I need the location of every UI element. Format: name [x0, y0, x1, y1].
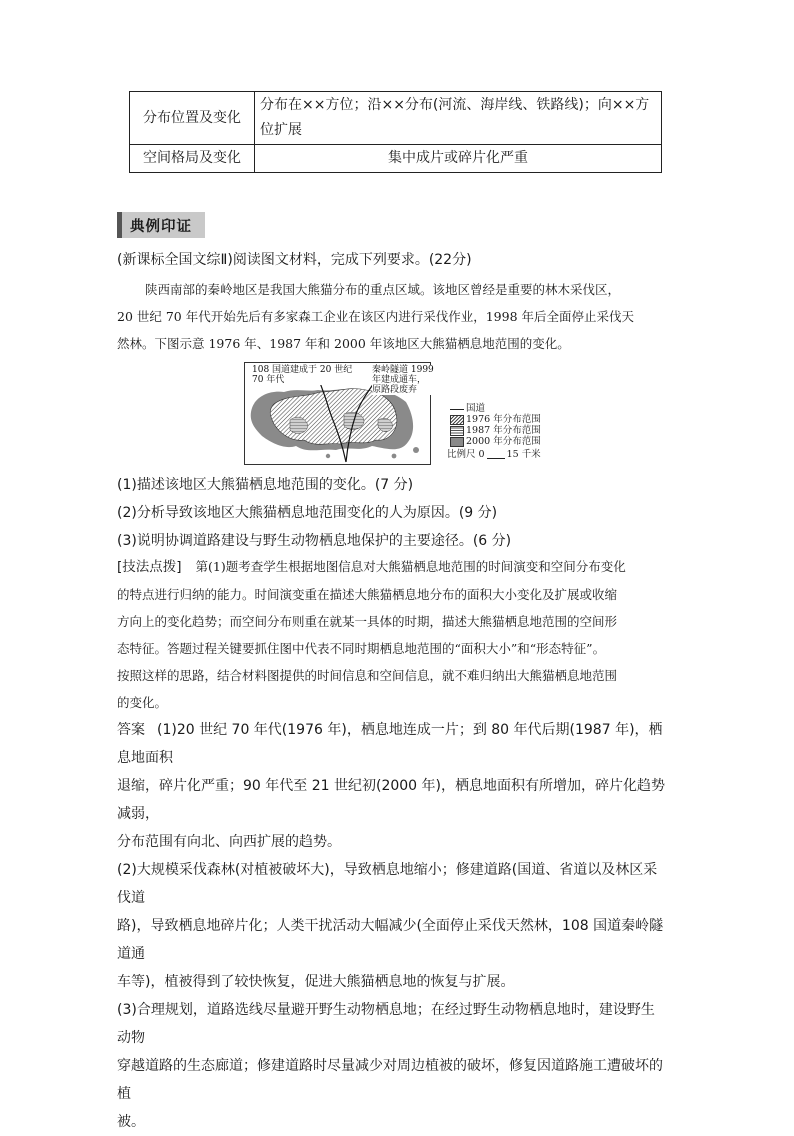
- legend-2000: [450, 437, 541, 447]
- range-2000-patch: [392, 454, 397, 459]
- table-cell-key: 分布位置及变化: [130, 92, 255, 145]
- stripe-swatch-icon: [450, 426, 464, 436]
- scale-value: 15 千米: [506, 449, 541, 460]
- answer-block: [117, 716, 665, 1136]
- questions-list: [117, 471, 665, 555]
- tip-line: 方向上的变化趋势；而空间分布则重在就某一具体的时期，描述大熊猫栖息地范围的空间形: [117, 614, 618, 629]
- section-title: 典例印证: [130, 218, 192, 235]
- range-2000-patch: [413, 447, 419, 453]
- material-line: 陕西南部的秦岭地区是我国大熊猫分布的重点区域。该地区曾经是重要的林木采伐区，: [145, 282, 621, 297]
- hatch-swatch-icon: [450, 415, 464, 425]
- map-label-line: 108 国道建成于 20 世纪: [252, 365, 353, 375]
- tip-line: [117, 553, 665, 581]
- material-line: 然林。下图示意 1976 年、1987 年和 2000 年该地区大熊猫栖息地范围的变化。: [117, 336, 570, 351]
- table-row: [130, 145, 662, 173]
- material-line: 20 世纪 70 年代开始先后有多家森工企业在该区内进行采伐作业，1998 年后全面停止采伐天: [117, 309, 635, 324]
- legend-1976: [450, 415, 541, 425]
- table-cell-key: 空间格局及变化: [130, 145, 255, 173]
- tip-label: [技法点拨]: [117, 559, 182, 575]
- section-header: [117, 212, 205, 238]
- tip-line: 的变化。: [117, 695, 168, 710]
- legend-label: 1987 年分布范围: [466, 425, 541, 436]
- gray-swatch-icon: [450, 437, 464, 447]
- scale-bar-icon: [487, 452, 505, 459]
- answer-text: (1)20 世纪 70 年代(1976 年)，栖息地连成一片；到 80 年代后期(1987 年)，栖息地面积: [117, 722, 663, 766]
- scale-zero: 0: [478, 449, 485, 460]
- material-text: [117, 276, 665, 357]
- habitat-map: [244, 362, 555, 466]
- answer-line: (3)合理规划，道路选线尽量避开野生动物栖息地；在经过野生动物栖息地时，建设野生动物: [117, 1002, 655, 1046]
- answer-line: [117, 716, 665, 772]
- section-bar: [117, 212, 122, 238]
- road-108-label: [252, 365, 352, 385]
- question-item: (2)分析导致该地区大熊猫栖息地范围变化的人为原因。(9 分): [117, 505, 498, 521]
- table-cell-value: 集中成片或碎片化严重: [255, 145, 662, 173]
- tip-line: 态特征。答题过程关键要抓住图中代表不同时期栖息地范围的“面积大小”和“形态特征”。: [117, 641, 606, 656]
- legend-road: [450, 404, 485, 414]
- map-label-line: 70 年代: [252, 375, 285, 385]
- answer-line: 退缩，碎片化严重；90 年代至 21 世纪初(2000 年)，栖息地面积有所增加，碎片化趋势减弱，: [117, 778, 665, 822]
- table-cell-value: [255, 92, 662, 145]
- question-item: (1)描述该地区大熊猫栖息地范围的变化。(7 分): [117, 477, 414, 493]
- tip-block: [117, 553, 665, 716]
- table-cell-line: 位扩展: [260, 122, 302, 138]
- table-row: [130, 92, 662, 145]
- tip-line: 的特点进行归纳的能力。时间演变重在描述大熊猫栖息地分布的面积大小变化及扩展或收缩: [117, 587, 618, 602]
- table-cell-line: 分布在××方位；沿××分布(河流、海岸线、铁路线)；向××方: [260, 97, 650, 113]
- answer-line: 车等)，植被得到了较快恢复，促进大熊猫栖息地的恢复与扩展。: [117, 974, 515, 990]
- map-label-line: 原路段废弃: [372, 385, 418, 395]
- question-intro: (新课标全国文综Ⅱ)阅读图文材料，完成下列要求。(22分): [117, 252, 472, 268]
- road-line-icon: [450, 409, 464, 410]
- legend-label: 1976 年分布范围: [466, 414, 541, 425]
- answer-line: 被。: [117, 1114, 145, 1130]
- answer-line: 路)，导致栖息地碎片化；人类干扰活动大幅减少(全面停止采伐天然林，108 国道秦岭隧道通: [117, 918, 664, 962]
- legend-label: 国道: [466, 403, 486, 414]
- map-label-line: 年建成通车，: [372, 375, 427, 385]
- tip-line: 按照这样的思路，结合材料图提供的时间信息和空间信息，就不难归纳出大熊猫栖息地范围: [117, 668, 618, 683]
- summary-table: [129, 91, 662, 173]
- legend-scale: [447, 450, 541, 460]
- answer-line: 分布范围有向北、向西扩展的趋势。: [117, 834, 341, 850]
- answer-line: 穿越道路的生态廊道；修建道路时尽量减少对周边植被的破坏，修复因道路施工遭破坏的植: [117, 1058, 663, 1102]
- legend-label: 2000 年分布范围: [466, 436, 541, 447]
- scale-label: 比例尺: [447, 449, 476, 460]
- range-2000-patch: [326, 454, 330, 458]
- tunnel-label: [372, 365, 434, 395]
- tip-text: 第(1)题考查学生根据地图信息对大熊猫栖息地范围的时间演变和空间分布变化: [195, 559, 626, 574]
- legend-1987: [450, 426, 541, 436]
- map-label-line: 秦岭隧道 1999: [372, 365, 434, 375]
- answer-label: 答案: [117, 722, 145, 738]
- question-item: (3)说明协调道路建设与野生动物栖息地保护的主要途径。(6 分): [117, 533, 512, 549]
- range-1987-shape: [378, 418, 392, 431]
- answer-line: (2)大规模采伐森林(对植被破坏大)，导致栖息地缩小；修建道路(国道、省道以及林区采伐道: [117, 862, 658, 906]
